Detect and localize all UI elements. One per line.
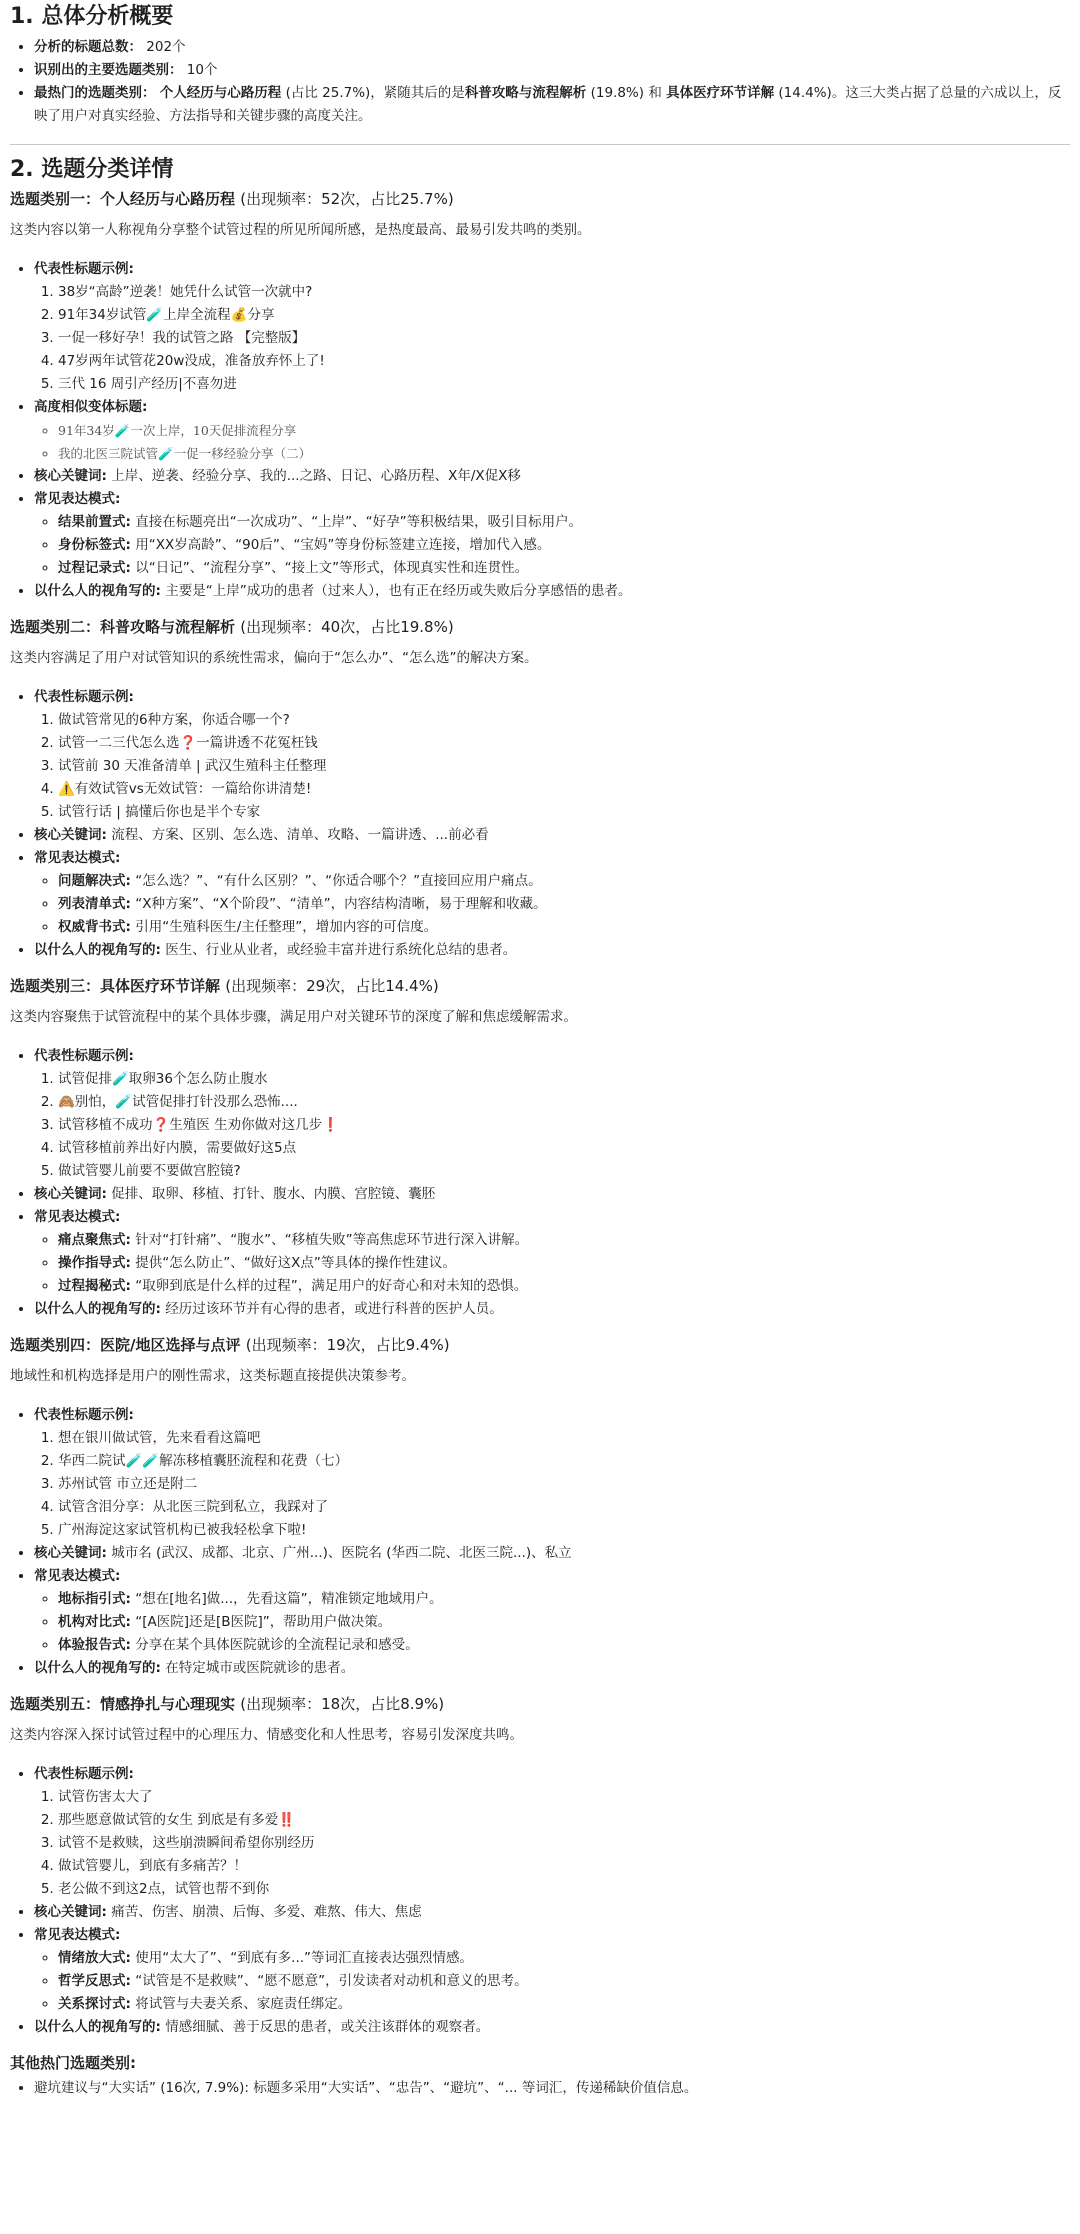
example-title: 2. 华西二院试🧪🧪解冻移植囊胚流程和花费（七） [58, 1450, 1070, 1473]
pattern-item: ◦ 机构对比式: “[A医院]还是[B医院]”，帮助用户做决策。 [58, 1611, 1070, 1634]
keywords-block: • 核心关键词: 痛苦、伤害、崩溃、后悔、多爱、难熬、伟大、焦虑 [34, 1901, 1070, 1924]
patterns-block: • 常见表达模式: ◦ 情绪放大式: 使用“太大了”、“到底有多...”等词汇直接表达强烈情感。 ◦ 哲学反思式: “试管是不是救赎”、“愿不愿意”，引发读者对动机和意义的思考。 ◦ 关系探讨式: 将试管与夫妻关系、家庭责任绑定。 [34, 1924, 1070, 2016]
example-title: 1. 38岁“高龄”逆袭！她凭什么试管一次就中? [58, 281, 1070, 304]
example-title: 3. 一促一移好孕！我的试管之路 【完整版】 [58, 327, 1070, 350]
text: (占比 25.7%)，紧随其后的是 [281, 85, 465, 101]
example-title: 1. 试管促排🧪取卵36个怎么防止腹水 [58, 1068, 1070, 1091]
category-description: 这类内容聚焦于试管流程中的某个具体步骤，满足用户对关键环节的深度了解和焦虑缓解需求。 [10, 1009, 577, 1025]
examples-block: • 代表性标题示例: 1. 试管伤害太大了 2. 那些愿意做试管的女生 到底是有多爱‼️ 3. 试管不是救赎，这些崩溃瞬间希望你别经历 4. 做试管婴儿，到底有多痛苦？！ 5. 老公做不到这2点，试管也帮不到你 [34, 1763, 1070, 1901]
perspective-block: • 以什么人的视角写的: 医生、行业从业者，或经验丰富并进行系统化总结的患者。 [34, 939, 1070, 962]
list-item [34, 36, 1070, 59]
examples-block: • 代表性标题示例: 1. 想在银川做试管，先来看看这篇吧 2. 华西二院试🧪🧪解冻移植囊胚流程和花费（七） 3. 苏州试管 市立还是附二 4. 试管含泪分享：从北医三院到私立，我踩对了 5. 广州海淀这家试管机构已被我轻松拿下啦! [34, 1404, 1070, 1542]
example-title: 2. 🙈别怕，🧪试管促排打针没那么恐怖.... [58, 1091, 1070, 1114]
category-title: 选题类别二：科普攻略与流程解析 (出现频率：40次，占比19.8%) [10, 618, 454, 636]
example-title: 3. 试管移植不成功❓生殖医 生劝你做对这几步❗ [58, 1114, 1070, 1137]
pattern-item: ◦ 过程记录式: 以“日记”、“流程分享”、“接上文”等形式，体现真实性和连贯性。 [58, 557, 1070, 580]
example-title: 1. 想在银川做试管，先来看看这篇吧 [58, 1427, 1070, 1450]
value: 202个 [146, 39, 186, 55]
hot-category-a: 个人经历与心路历程 [159, 85, 282, 101]
example-title: 5. 广州海淀这家试管机构已被我轻松拿下啦! [58, 1519, 1070, 1542]
other-category-item: • 避坑建议与“大实话” (16次, 7.9%): 标题多采用“大实话”、“忠告”、“避坑”、“... 等词汇，传递稀缺价值信息。 [34, 2077, 1070, 2100]
pattern-item: ◦ 体验报告式: 分享在某个具体医院就诊的全流程记录和感受。 [58, 1634, 1070, 1657]
example-title: 4. 47岁两年试管花20w没成，准备放弃怀上了! [58, 350, 1070, 373]
label: 分析的标题总数： [34, 39, 142, 55]
perspective-block: • 以什么人的视角写的: 在特定城市或医院就诊的患者。 [34, 1657, 1070, 1680]
keywords-block: • 核心关键词: 促排、取卵、移植、打针、腹水、内膜、宫腔镜、囊胚 [34, 1183, 1070, 1206]
example-title: 2. 91年34岁试管🧪上岸全流程💰分享 [58, 304, 1070, 327]
example-title: 3. 试管不是救赎，这些崩溃瞬间希望你别经历 [58, 1832, 1070, 1855]
variant-title: ◦ 91年34岁🧪一次上岸，10天促排流程分享 [58, 419, 1070, 442]
perspective-block: • 以什么人的视角写的: 情感细腻、善于反思的患者，或关注该群体的观察者。 [34, 2016, 1070, 2039]
hot-category-b: 科普攻略与流程解析 [464, 85, 587, 101]
category-description: 这类内容满足了用户对试管知识的系统性需求，偏向于“怎么办”、“怎么选”的解决方案。 [10, 650, 538, 666]
example-title: 1. 试管伤害太大了 [58, 1786, 1070, 1809]
example-title: 2. 那些愿意做试管的女生 到底是有多爱‼️ [58, 1809, 1070, 1832]
category-1 [10, 187, 1070, 603]
example-title: 4. 试管移植前养出好内膜，需要做好这5点 [58, 1137, 1070, 1160]
category-description: 这类内容以第一人称视角分享整个试管过程的所见所闻所感，是热度最高、最易引发共鸣的类别。 [10, 222, 591, 238]
example-title: 3. 苏州试管 市立还是附二 [58, 1473, 1070, 1496]
variants-block: • 高度相似变体标题: ◦ 91年34岁🧪一次上岸，10天促排流程分享 ◦ 我的北医三院试管🧪一促一移经验分享（二） [34, 396, 1070, 465]
pattern-item: ◦ 身份标签式: 用“XX岁高龄”、“90后”、“宝妈”等身份标签建立连接，增加代入感。 [58, 534, 1070, 557]
overview-list [10, 36, 1070, 128]
label: 识别出的主要选题类别： [34, 62, 183, 78]
pattern-item: ◦ 哲学反思式: “试管是不是救赎”、“愿不愿意”，引发读者对动机和意义的思考。 [58, 1970, 1070, 1993]
pattern-item: ◦ 过程揭秘式: “取卵到底是什么样的过程”，满足用户的好奇心和对未知的恐惧。 [58, 1275, 1070, 1298]
patterns-block: • 常见表达模式: ◦ 地标指引式: “想在[地名]做...，先看这篇”，精准锁定地域用户。 ◦ 机构对比式: “[A医院]还是[B医院]”，帮助用户做决策。 ◦ 体验报告式: 分享在某个具体医院就诊的全流程记录和感受。 [34, 1565, 1070, 1657]
perspective-block: • 以什么人的视角写的: 经历过该环节并有心得的患者，或进行科普的医护人员。 [34, 1298, 1070, 1321]
example-title: 3. 试管前 30 天准备清单 | 武汉生殖科主任整理 [58, 755, 1070, 778]
divider [10, 144, 1070, 145]
pattern-item: ◦ 权威背书式: 引用“生殖科医生/主任整理”，增加内容的可信度。 [58, 916, 1070, 939]
patterns-block: • 常见表达模式: ◦ 痛点聚焦式: 针对“打针痛”、“腹水”、“移植失败”等高焦虑环节进行深入讲解。 ◦ 操作指导式: 提供“怎么防止”、“做好这X点”等具体的操作性建议。 ◦ 过程揭秘式: “取卵到底是什么样的过程”，满足用户的好奇心和对未知的恐惧。 [34, 1206, 1070, 1298]
other-categories-title: 其他热门选题类别: [10, 2054, 136, 2072]
example-title: 2. 试管一二三代怎么选❓一篇讲透不花冤枉钱 [58, 732, 1070, 755]
perspective-block: • 以什么人的视角写的: 主要是“上岸”成功的患者（过来人），也有正在经历或失败后分享感悟的患者。 [34, 580, 1070, 603]
text: (14.4%)。这三大类占据了总量的六成以上，反映了用户对真实经验、方法指导和关键步骤的高度关注。 [34, 85, 1062, 124]
pattern-item: ◦ 关系探讨式: 将试管与夫妻关系、家庭责任绑定。 [58, 1993, 1070, 2016]
pattern-item: ◦ 结果前置式: 直接在标题亮出“一次成功”、“上岸”、“好孕”等积极结果，吸引目标用户。 [58, 511, 1070, 534]
keywords-block: • 核心关键词: 城市名 (武汉、成都、北京、广州...)、医院名 (华西二院、北医三院...)、私立 [34, 1542, 1070, 1565]
category-title: 选题类别一：个人经历与心路历程 (出现频率：52次，占比25.7%) [10, 190, 454, 208]
example-title: 5. 试管行话 | 搞懂后你也是半个专家 [58, 801, 1070, 824]
example-title: 4. 做试管婴儿，到底有多痛苦？！ [58, 1855, 1070, 1878]
text: (19.8%) 和 [586, 85, 667, 101]
list-item [34, 59, 1070, 82]
value: 10个 [186, 62, 218, 78]
category-description: 地域性和机构选择是用户的刚性需求，这类标题直接提供决策参考。 [10, 1368, 415, 1384]
category-title: 选题类别五：情感挣扎与心理现实 (出现频率：18次，占比8.9%) [10, 1695, 445, 1713]
example-title: 4. ⚠️有效试管vs无效试管：一篇给你讲清楚! [58, 778, 1070, 801]
category-title: 选题类别三：具体医疗环节详解 (出现频率：29次，占比14.4%) [10, 977, 439, 995]
example-title: 5. 老公做不到这2点，试管也帮不到你 [58, 1878, 1070, 1901]
list-item [34, 82, 1070, 128]
example-title: 4. 试管含泪分享：从北医三院到私立，我踩对了 [58, 1496, 1070, 1519]
example-title: 1. 做试管常见的6种方案，你适合哪一个? [58, 709, 1070, 732]
patterns-block: • 常见表达模式: ◦ 问题解决式: “怎么选？”、“有什么区别？”、“你适合哪个？”直接回应用户痛点。 ◦ 列表清单式: “X种方案”、“X个阶段”、“清单”，内容结构清晰，易于理解和收藏。 ◦ 权威背书式: 引用“生殖科医生/主任整理”，增加内容的可信度。 [34, 847, 1070, 939]
category-description: 这类内容深入探讨试管过程中的心理压力、情感变化和人性思考，容易引发深度共鸣。 [10, 1727, 523, 1743]
pattern-item: ◦ 问题解决式: “怎么选？”、“有什么区别？”、“你适合哪个？”直接回应用户痛点。 [58, 870, 1070, 893]
category-2 [10, 615, 1070, 962]
section-heading-overview: 1. 总体分析概要 [10, 4, 174, 29]
pattern-item: ◦ 列表清单式: “X种方案”、“X个阶段”、“清单”，内容结构清晰，易于理解和收藏。 [58, 893, 1070, 916]
keywords-block: • 核心关键词: 流程、方案、区别、怎么选、清单、攻略、一篇讲透、...前必看 [34, 824, 1070, 847]
label: 最热门的选题类别： [34, 85, 156, 101]
variant-title: ◦ 我的北医三院试管🧪一促一移经验分享（二） [58, 442, 1070, 465]
hot-category-c: 具体医疗环节详解 [666, 85, 775, 101]
category-3 [10, 974, 1070, 1321]
examples-block: • 代表性标题示例: 1. 试管促排🧪取卵36个怎么防止腹水 2. 🙈别怕，🧪试管促排打针没那么恐怖.... 3. 试管移植不成功❓生殖医 生劝你做对这几步❗ 4. 试管移植前养出好内膜，需要做好这5点 5. 做试管婴儿前要不要做宫腔镜? [34, 1045, 1070, 1183]
pattern-item: ◦ 情绪放大式: 使用“太大了”、“到底有多...”等词汇直接表达强烈情感。 [58, 1947, 1070, 1970]
patterns-block: • 常见表达模式: ◦ 结果前置式: 直接在标题亮出“一次成功”、“上岸”、“好孕”等积极结果，吸引目标用户。 ◦ 身份标签式: 用“XX岁高龄”、“90后”、“宝妈”等身份标签建立连接，增加代入感。 ◦ 过程记录式: 以“日记”、“流程分享”、“接上文”等形式，体现真实性和连贯性。 [34, 488, 1070, 580]
section-heading-details: 2. 选题分类详情 [10, 157, 174, 182]
pattern-item: ◦ 地标指引式: “想在[地名]做...，先看这篇”，精准锁定地域用户。 [58, 1588, 1070, 1611]
pattern-item: ◦ 痛点聚焦式: 针对“打针痛”、“腹水”、“移植失败”等高焦虑环节进行深入讲解。 [58, 1229, 1070, 1252]
pattern-item: ◦ 操作指导式: 提供“怎么防止”、“做好这X点”等具体的操作性建议。 [58, 1252, 1070, 1275]
example-title: 5. 三代 16 周引产经历|不喜勿进 [58, 373, 1070, 396]
category-4 [10, 1333, 1070, 1680]
examples-block: • 代表性标题示例: 1. 38岁“高龄”逆袭！她凭什么试管一次就中? 2. 91年34岁试管🧪上岸全流程💰分享 3. 一促一移好孕！我的试管之路 【完整版】 4. 47岁两年试管花20w没成，准备放弃怀上了! 5. 三代 16 周引产经历|不喜勿进 [34, 258, 1070, 396]
examples-block: • 代表性标题示例: 1. 做试管常见的6种方案，你适合哪一个? 2. 试管一二三代怎么选❓一篇讲透不花冤枉钱 3. 试管前 30 天准备清单 | 武汉生殖科主任整理 4. ⚠️有效试管vs无效试管：一篇给你讲清楚! 5. 试管行话 | 搞懂后你也是半个专家 [34, 686, 1070, 824]
keywords-block: • 核心关键词: 上岸、逆袭、经验分享、我的...之路、日记、心路历程、X年/X促X移 [34, 465, 1070, 488]
category-title: 选题类别四：医院/地区选择与点评 (出现频率：19次，占比9.4%) [10, 1336, 450, 1354]
category-5 [10, 1692, 1070, 2039]
example-title: 5. 做试管婴儿前要不要做宫腔镜? [58, 1160, 1070, 1183]
